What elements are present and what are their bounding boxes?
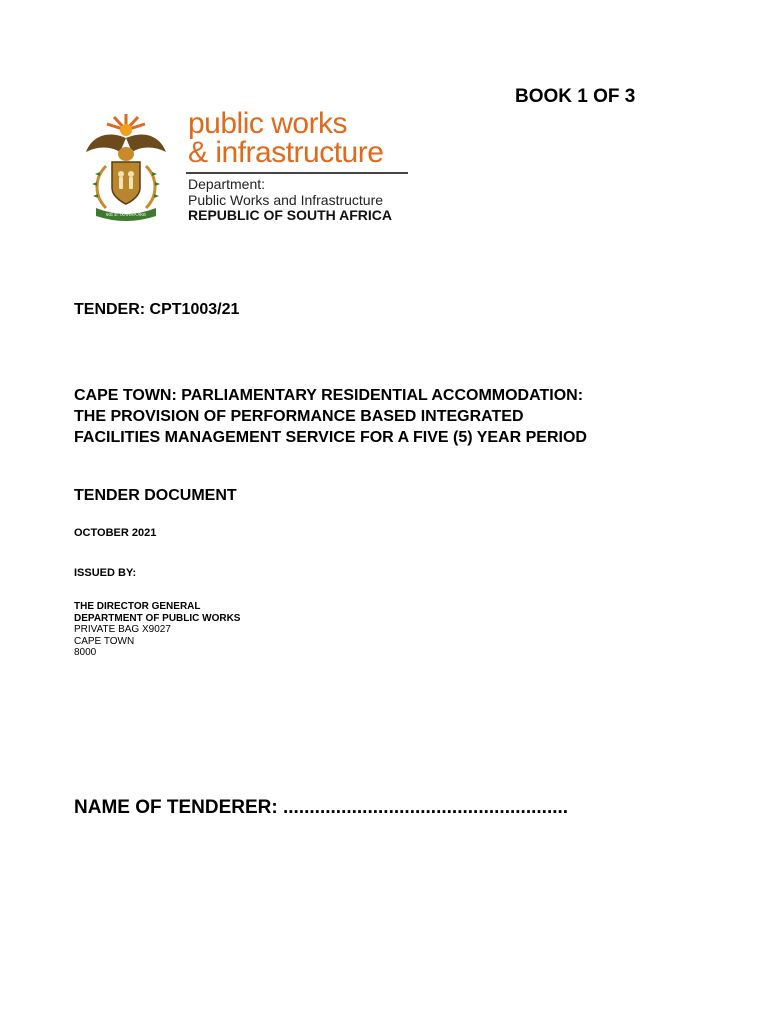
- tender-title: [74, 385, 734, 448]
- tender-title-line: CAPE TOWN: PARLIAMENTARY RESIDENTIAL ACCOMMODATION:: [74, 387, 584, 404]
- address-line: PRIVATE BAG X9027: [74, 624, 171, 635]
- coat-of-arms-icon: [78, 108, 174, 222]
- address-line: CAPE TOWN: [74, 635, 135, 647]
- tenderer-name-field: NAME OF TENDERER: ......................................................: [74, 797, 569, 818]
- wordmark-line-2: & infrastructure: [188, 136, 384, 169]
- country-name: REPUBLIC OF SOUTH AFRICA: [188, 207, 393, 223]
- department-name: Public Works and Infrastructure: [188, 192, 384, 208]
- book-label: BOOK 1 OF 3: [515, 86, 636, 107]
- logo-divider: [186, 172, 408, 174]
- document-heading: TENDER DOCUMENT: [74, 487, 237, 504]
- address-line: DEPARTMENT OF PUBLIC WORKS: [74, 612, 241, 624]
- department-label: Department:: [188, 176, 266, 192]
- wordmark-line-1: public works: [188, 107, 348, 140]
- tender-number: TENDER: CPT1003/21: [74, 301, 240, 318]
- issued-by-label: ISSUED BY:: [74, 567, 137, 579]
- document-date: OCTOBER 2021: [74, 527, 157, 539]
- department-logo: [78, 108, 413, 224]
- crest-motto: !KE E: /XARRA //KE: [105, 212, 147, 217]
- tender-title-line: THE PROVISION OF PERFORMANCE BASED INTEGRATED: [74, 408, 524, 425]
- issuer-address: [74, 601, 240, 659]
- address-line: THE DIRECTOR GENERAL: [74, 601, 201, 612]
- tender-title-line: FACILITIES MANAGEMENT SERVICE FOR A FIVE (5) YEAR PERIOD: [74, 429, 587, 446]
- address-line: 8000: [74, 647, 97, 658]
